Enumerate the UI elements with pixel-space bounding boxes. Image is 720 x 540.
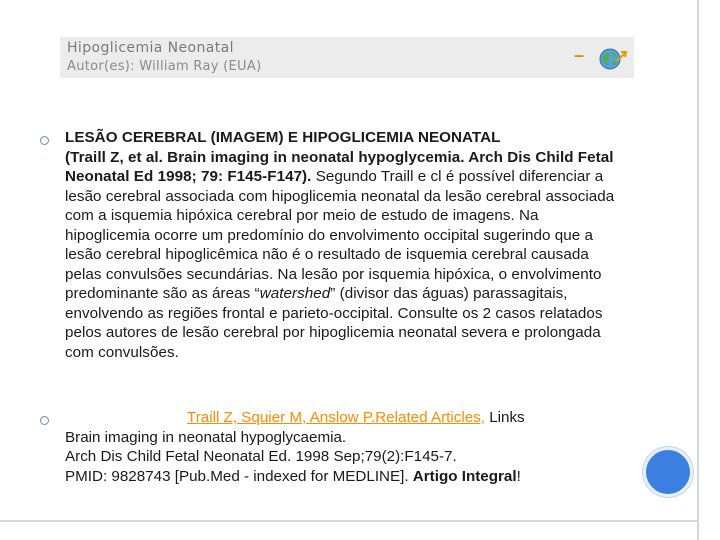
reference-journal: Arch Dis Child Fetal Neonatal Ed. 1998 Sep;79(2):F145-7. <box>65 448 457 465</box>
reference-pmid: PMID: 9828743 [Pub.Med - indexed for MEDLINE]. <box>65 467 413 485</box>
body-text-2: ” (divisor das águas) parassagitais, envolvendo as regiões frontal e parieto-occipital. Consulte os 2 casos relatados pelos autores de lesão cerebral por hipoglicemia neonatal severa e prolongada com convulsões. <box>65 285 603 361</box>
reference-exclamation: ! <box>516 467 521 485</box>
globe-icon[interactable] <box>597 47 627 71</box>
header-author: Autor(es): William Ray (EUA) <box>67 59 262 74</box>
reference-authors-link[interactable]: Traill Z, Squier M, Anslow P.Related Articles, <box>187 409 485 426</box>
bullet-icon <box>40 136 49 145</box>
header-title: Hipoglicemia Neonatal <box>67 40 234 56</box>
frame-right-border <box>697 0 699 540</box>
artigo-integral-link[interactable]: Artigo Integral <box>412 467 517 485</box>
body-text-italic: watershed <box>259 285 331 302</box>
citation-text: (Traill Z, et al. Brain imaging in neonatal hypoglycemia. Arch Dis Child Fetal Neonatal Ed 1998; 79: F145-F147). <box>65 148 614 185</box>
reference-title: Brain imaging in neonatal hypoglycaemia. <box>65 428 347 446</box>
header-bar <box>60 37 634 78</box>
paragraph-lesao-cerebral <box>65 128 625 362</box>
bullet-icon <box>40 416 49 425</box>
minimize-button[interactable]: – <box>574 45 585 65</box>
frame-bottom-border <box>0 520 699 522</box>
body-text-1: Segundo Traill e cl é possível diferenciar a lesão cerebral associada com hipoglicemia neonatal da lesão cerebral associada com a isquemia hipóxica cerebral por meio de estudo de imagens. Na hipoglicemia ocorre um predomínio do envolvimento occipital sugerindo que a lesão cerebral hipoglicêmica não é o resultado de isquemia cerebral causada pelas convulsões secundárias. Na lesão por isquemia hipóxica, o envolvimento predominante são as áreas “ <box>65 168 615 302</box>
nav-circle-button[interactable] <box>643 447 693 497</box>
links-text[interactable]: Links <box>484 409 525 426</box>
paragraph-reference <box>65 408 625 486</box>
paragraph-heading: LESÃO CEREBRAL (IMAGEM) E HIPOGLICEMIA NEONATAL <box>65 129 501 146</box>
